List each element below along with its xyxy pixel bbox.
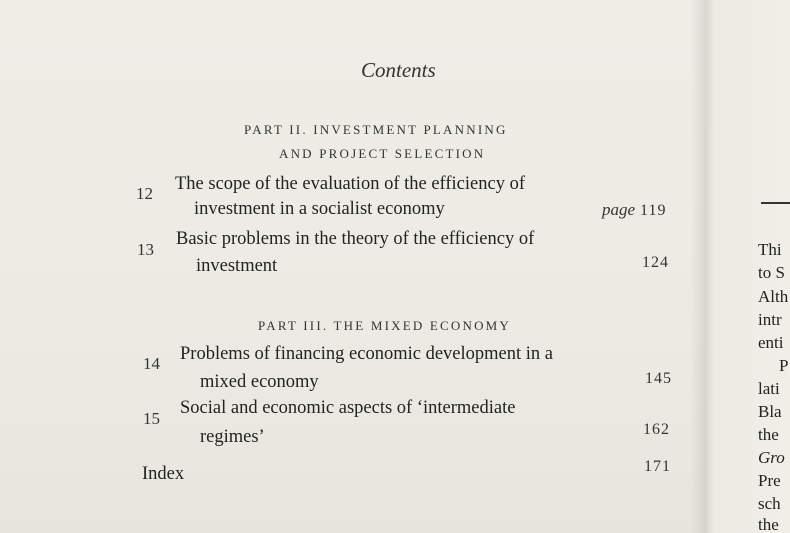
- index-page: 171: [644, 458, 671, 475]
- chapter-12-page-number: 119: [640, 202, 667, 219]
- chapter-15-page: 162: [643, 421, 670, 438]
- chapter-15-number: 15: [143, 409, 160, 428]
- chapter-14-title-line-2: mixed economy: [200, 372, 319, 392]
- chapter-13-title-line-1: Basic problems in the theory of the efficiency of: [176, 229, 535, 249]
- index-label: Index: [142, 464, 185, 484]
- chapter-13-number: 13: [137, 240, 154, 259]
- chapter-12-title-line-1: The scope of the evaluation of the efficiency of: [175, 174, 525, 194]
- facing-text-fragment: Gro: [758, 448, 785, 467]
- facing-text-fragment: P: [779, 356, 789, 375]
- chapter-12-title-line-2: investment in a socialist economy: [194, 199, 445, 219]
- part-3-heading: PART III. THE MIXED ECONOMY: [258, 318, 512, 333]
- facing-page-rule: [761, 202, 790, 204]
- contents-title: Contents: [361, 58, 436, 82]
- chapter-12-number: 12: [136, 184, 153, 203]
- chapter-13-title-line-2: investment: [196, 256, 278, 276]
- facing-text-fragment: Alth: [758, 287, 789, 306]
- chapter-15-title-line-2: regimes’: [200, 427, 265, 447]
- facing-text-fragment: lati: [758, 379, 780, 398]
- page-prefix: page: [602, 200, 636, 219]
- part-2-heading-line-2: AND PROJECT SELECTION: [279, 146, 486, 161]
- chapter-12-page: [602, 200, 666, 220]
- facing-text-fragment: Thi: [758, 240, 782, 259]
- chapter-14-number: 14: [143, 354, 160, 373]
- facing-page: [706, 0, 790, 533]
- facing-text-fragment: Bla: [758, 402, 782, 421]
- chapter-14-title-line-1: Problems of financing economic development in a: [180, 344, 553, 364]
- facing-text-fragment: enti: [758, 333, 784, 352]
- chapter-15-title-line-1: Social and economic aspects of ‘intermediate: [180, 398, 516, 418]
- chapter-13-page: 124: [642, 254, 669, 271]
- facing-text-fragment: sch: [758, 494, 781, 513]
- facing-text-fragment: to S: [758, 263, 785, 282]
- part-2-heading-line-1: PART II. INVESTMENT PLANNING: [244, 122, 508, 137]
- facing-text-fragment: the: [758, 425, 779, 444]
- facing-text-fragment: intr: [758, 310, 782, 329]
- facing-text-fragment: the: [758, 515, 779, 533]
- facing-text-fragment: Pre: [758, 471, 781, 490]
- chapter-14-page: 145: [645, 370, 672, 387]
